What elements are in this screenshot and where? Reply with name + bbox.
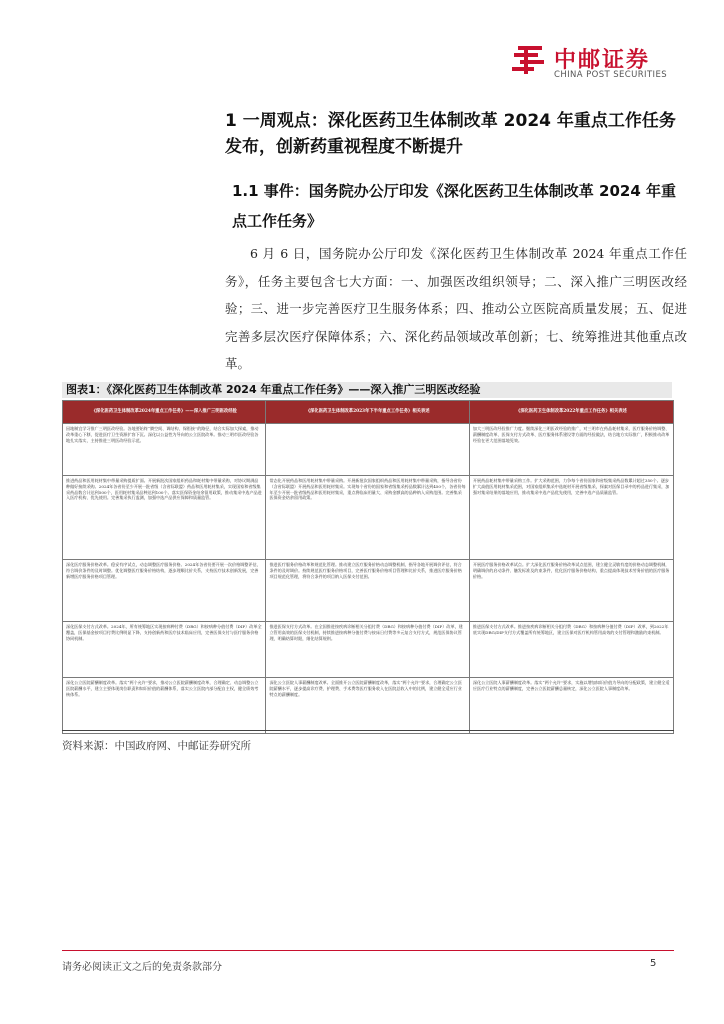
table-row [63, 424, 674, 476]
column-header: 《深化医药卫生体制改革2023年下半年重点工作任务》相关表述 [266, 401, 469, 424]
table-bottom-rule [62, 730, 674, 731]
body-paragraph: 6 月 6 日，国务院办公厅印发《深化医药卫生体制改革 2024 年重点工作任务》，任务主要包含七大方面：一、加强医改组织领导；二、深入推广三明医改经验；三、进一步完善医疗卫生服务体系；四、推动公立医院高质量发展；五、促进完善多层次医疗保障体系；六、深化药品领域改革创新；七、统筹推进其他重点改革。 [225, 246, 687, 371]
table-cell: 深化医保支付方式改革。2024年，所有统筹地区实现按病种付费（DRG）和按病种分值付费（DIP）改革全覆盖，医保基金按项目付费比例明显下降，支持创新药和医疗技术临床应用，完善医保支付与医疗服务价格协同机制。 [63, 622, 266, 678]
table-row [63, 678, 674, 734]
brand-name-en: CHINA POST SECURITIES [554, 70, 668, 80]
footer-disclaimer: 请务必阅读正文之后的免责条款部分 [62, 962, 222, 973]
page-number: 5 [650, 958, 657, 969]
table-row [63, 476, 674, 560]
column-header: 《深化医药卫生体制改革2024年重点工作任务》——深入推广三明医改经验 [63, 401, 266, 424]
table-header-row [63, 401, 674, 424]
subsection-title: 1.1 事件：国务院办公厅印发《深化医药卫生体制改革 2024 年重点工作任务》 [232, 182, 676, 230]
table-cell: 因地制宜学习推广三明医改经验。各地要始终“腾空间、调结构、保衔接”的路径，结合实际加大探索，推动改革重心下移，促进医疗卫生资源扩容下沉。深化以公益性为导向的公立医院改革。推动三明市医改经验各地扎实落实，主持推进三明医改经验示范。 [63, 424, 266, 476]
figure-caption: 图表1：《深化医药卫生体制改革 2024 年重点工作任务》——深入推广三明医改经验 [66, 383, 481, 396]
table-cell: 深化公立医院薪酬制度改革。落实“两个允许”要求，推动公立医院薪酬制度改革，合理确定、动态调整公立医院薪酬水平，建立主要体现岗位职责和知识价值的薪酬体系，落实公立医院内部分配自主权，健全绩效考核体系。 [63, 678, 266, 734]
brand-logo [510, 42, 690, 82]
table-cell [266, 424, 469, 476]
table-cell: 深化医疗服务价格改革。稳妥有序试点，动态调整医疗服务价格。2024年各省份要开展一次价格调整评估，符合调价条件的及时调整。优化调整医疗服务价格结构，逐步理顺比价关系，支持医疗技术创新发展，完善新增医疗服务价格项目管理。 [63, 560, 266, 622]
china-post-logo-icon [510, 42, 546, 78]
table-row [63, 622, 674, 678]
column-header: 《深化医药卫生体制改革2022年重点工作任务》相关表述 [469, 401, 673, 424]
table-cell: 开展医疗服务价格改革试点。扩大深化医疗服务价格改革试点范围，建立健全灵敏有度的价格动态调整机制，明确调价的启动条件、触发标准及约束条件，优化医疗服务价格结构，重点提高体现技术劳务价值的医疗服务价格。 [469, 560, 673, 622]
table-cell: 推进药品和医用耗材集中带量采购提质扩面。开展新批次国家组织药品和耗材集中带量采购，对协议期满品种做好接续采购。2024年各省份至少开展一批省级（含省际联盟）药品和医用耗材集采，实现国家和省级集采药品数合计达到500个，医用耗材集采品种达到100个。落实医保资金结余留用政策，推动集采中选产品进入医疗机构、优先使用。完善集采执行监测，加强中选产品供应保障和质量监管。 [63, 476, 266, 560]
table-cell: 推进医疗服务价格改革和规范化管理。推动建立医疗服务价格动态调整机制，指导各地开展调价评估，符合条件的及时调价。持续规范医疗服务价格项目，完善医疗服务价格项目管理和比价关系，推进医疗服务价格项目规范化管理，将符合条件的项目纳入医保支付范围。 [266, 560, 469, 622]
table-cell: 常态化开展药品和医用耗材集中带量采购。开展新批次国家组织药品和医用耗材集中带量采购，指导各省份（含省际联盟）开展药品和医用耗材集采。实现每个省份的国家和省级集采药品数累计达到450个，各省份每年至少开展一批省级药品和医用耗材集采，重点将临床用量大、采购金额高的品种纳入采购范围。完善集采医保资金结余留用政策。 [266, 476, 469, 560]
table-cell: 深化公立医院人事薪酬制度改革。落实“两个允许”要求，实施以增加知识价值为导向的分配政策，建立健全适应医疗行业特点的薪酬制度，完善公立医院薪酬总量核定，深化公立医院人事制度改革。 [469, 678, 673, 734]
table-cell: 深化公立医院人事薪酬制度改革。全面推开公立医院薪酬制度改革，落实“两个允许”要求，合理确定公立医院薪酬水平，逐步提高诊疗费、护理费、手术费等医疗服务收入在医院总收入中的比例，建立健全适应行业特点的薪酬制度。 [266, 678, 469, 734]
policy-comparison-table [62, 400, 674, 734]
table-cell: 推进医保支付方式改革。推进按疾病诊断相关分组付费（DRG）和按病种分值付费（DIP）改革，到2022年底实现DRG/DIP支付方式覆盖所有统筹地区，建立医保对医疗机构管用高效的支付管理和激励约束机制。 [469, 622, 673, 678]
table-cell: 加大三明医改经验推广力度。继续深化三明医改经验的推广，对三明市在药品耗材集采、医疗服务价格调整、薪酬制度改革、医保支付方式改革、医疗服务体系建设等方面的经验做法，结合地方实际推广，积极推动改革经验在更大范围落地见效。 [469, 424, 673, 476]
table-cell: 推进医保支付方式改革。在全国推进按疾病诊断相关分组付费（DRG）和按病种分值付费（DIP）改革，建立管用高效的医保支付机制，持续推进按病种分值付费与按床日付费等多元复合支付方式，规范医保协议管理，明确结算时限，细化结算规则。 [266, 622, 469, 678]
brand-name-cn: 中邮证券 [554, 48, 651, 73]
table-cell: 开展药品耗材集中带量采购工作。扩大采购范围，力争每个省份国家和省级集采药品数累计超过350个。逐步扩大高值医用耗材集采范围，对国家组织集采中选耗材开展省级集采，探索对医保目录中的药品进行集采，加强对集采结果的落地应用，推动集采中选产品优先使用，完善中选产品质量监管。 [469, 476, 673, 560]
source-note: 资料来源：中国政府网、中邮证券研究所 [62, 740, 251, 752]
table-row [63, 560, 674, 622]
section-title: 1 一周观点：深化医药卫生体制改革 2024 年重点工作任务发布，创新药重视程度不断提升 [225, 111, 676, 157]
footer-rule [62, 950, 674, 951]
